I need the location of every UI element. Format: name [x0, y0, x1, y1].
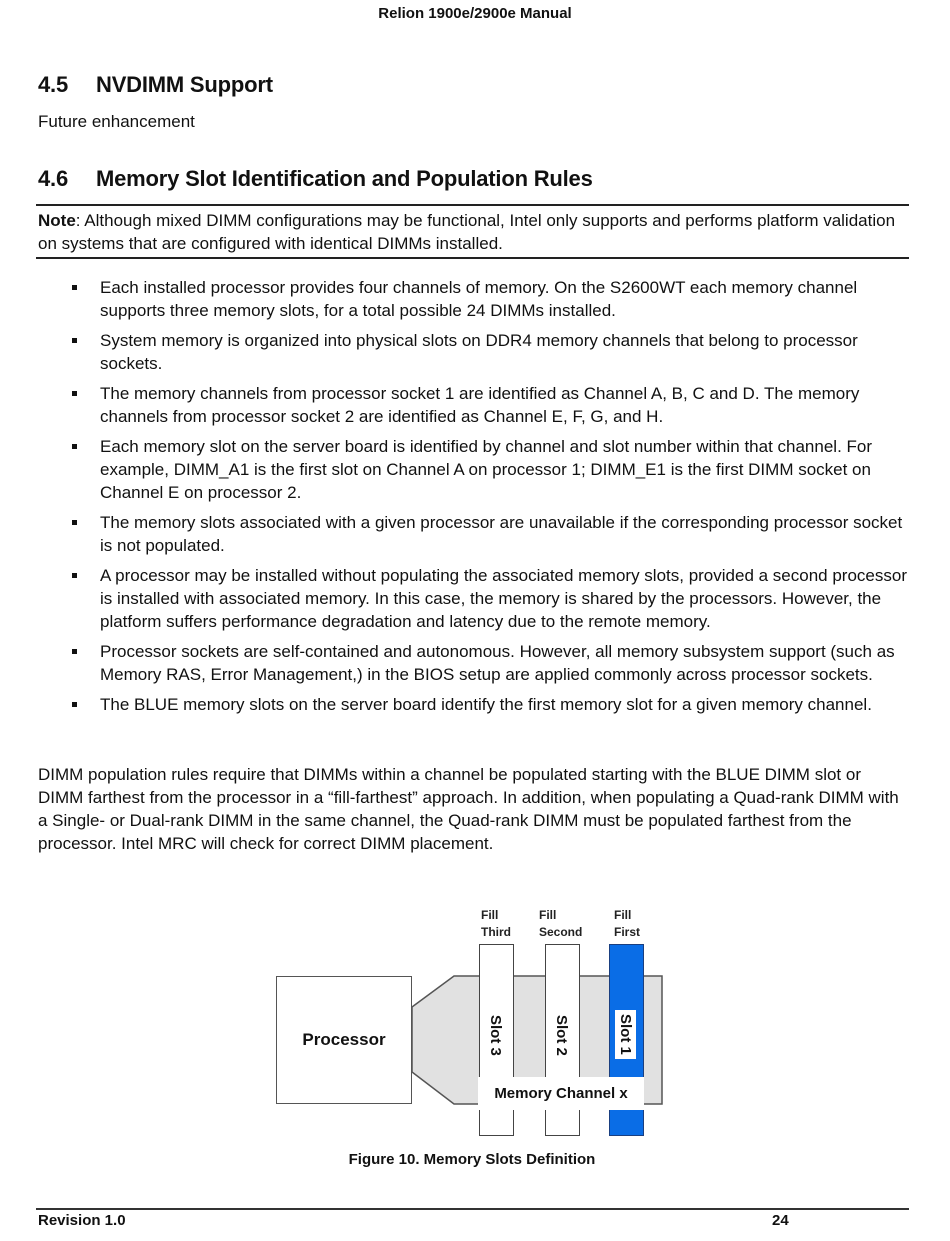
list-item-text: The memory slots associated with a given processor are unavailable if the corresponding processor socket is not populated. [100, 513, 903, 555]
list-item-text: A processor may be installed without populating the associated memory slots, provided a second processor is installed with associated memory. In this case, the memory is shared by the processors. However, the platform suffers performance degradation and latency due to the remote memory. [100, 566, 907, 631]
section-body: Future enhancement [38, 112, 195, 131]
list-item-text: Each installed processor provides four channels of memory. On the S2600WT each memory channel supports three memory slots, for a total possible 24 DIMMs installed. [100, 278, 858, 320]
fill-order-label-slot2: Fill Second [539, 908, 583, 939]
note-label: Note [38, 211, 76, 230]
section-title: Memory Slot Identification and Population Rules [96, 166, 593, 191]
fill-order-label-slot1: Fill First [614, 908, 641, 939]
figure-caption: Figure 10. Memory Slots Definition [348, 1151, 596, 1168]
slot-label: Slot 2 [553, 1015, 570, 1056]
slot-label: Slot 1 [615, 1010, 636, 1059]
list-item-text: The memory channels from processor socket 1 are identified as Channel A, B, C and D. The memory channels from processor socket 2 are identified as Channel E, F, G, and H. [100, 384, 860, 426]
running-header: Relion 1900e/2900e Manual [378, 5, 572, 22]
list-item-text: Processor sockets are self-contained and autonomous. However, all memory subsystem support (such as Memory RAS, Error Management,) in the BIOS setup are applied commonly across processor sockets. [100, 642, 895, 684]
fill-order-label-slot3: Fill Third [481, 908, 511, 939]
population-rules-paragraph: DIMM population rules require that DIMMs within a channel be populated starting with the BLUE DIMM slot or DIMM farthest from the processor in a “fill-farthest” approach. In addition, when populating a Quad-rank DIMM with a Single- or Dual-rank DIMM in the same channel, the Quad-rank DIMM must be populated farthest from the processor. Intel MRC will check for correct DIMM placement. [38, 765, 899, 853]
slot-label: Slot 3 [487, 1015, 504, 1056]
list-item-text: The BLUE memory slots on the server board identify the first memory slot for a given memory channel. [100, 695, 872, 714]
section-number: 4.6 [38, 166, 68, 191]
note-body: : Although mixed DIMM configurations may be functional, Intel only supports and performs platform validation on systems that are configured with identical DIMMs installed. [38, 211, 896, 253]
footer-revision: Revision 1.0 [38, 1212, 126, 1229]
list-item-text: Each memory slot on the server board is identified by channel and slot number within that channel. For example, DIMM_A1 is the first slot on Channel A on processor 1; DIMM_E1 is the first DIMM socket on Channel E on processor 2. [100, 437, 873, 502]
section-title: NVDIMM Support [96, 72, 273, 97]
footer-page-number: 24 [772, 1212, 789, 1229]
processor-box: Processor [276, 976, 412, 1104]
memory-channel-label: Memory Channel x [478, 1077, 644, 1110]
footer-divider [36, 1208, 909, 1210]
section-number: 4.5 [38, 72, 68, 97]
list-item-text: System memory is organized into physical slots on DDR4 memory channels that belong to processor sockets. [100, 331, 858, 373]
